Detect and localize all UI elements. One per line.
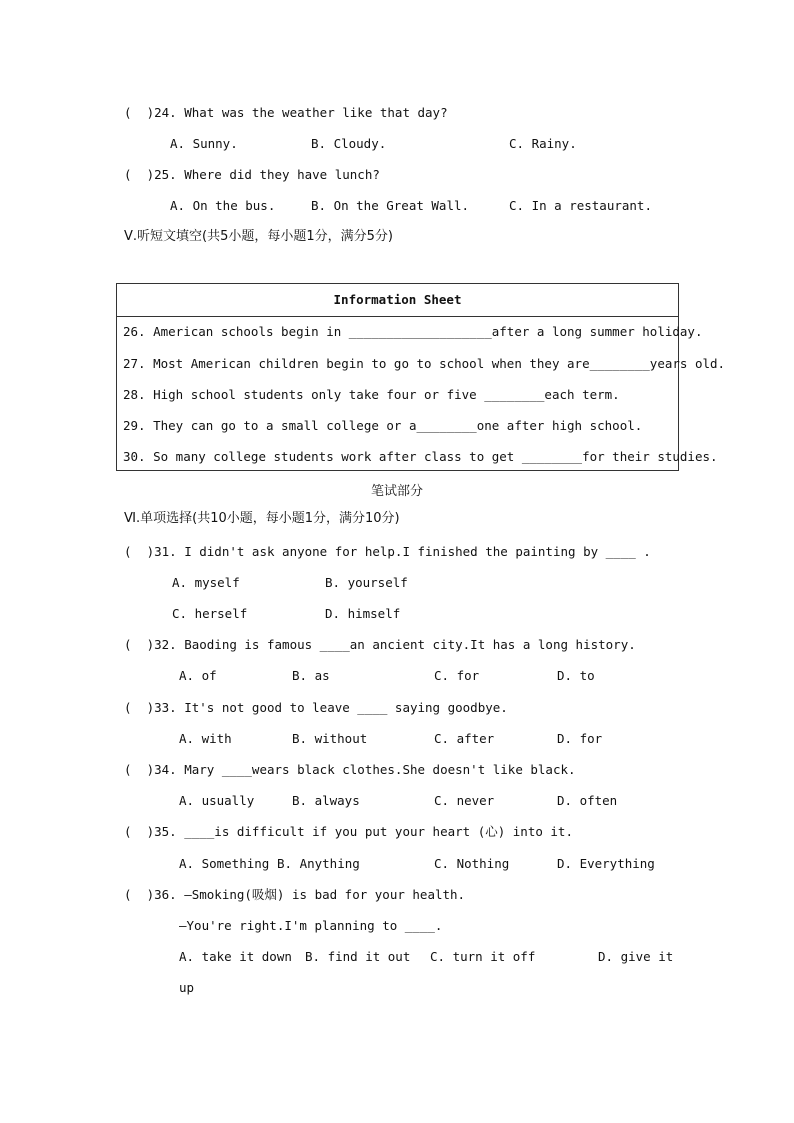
q32-option-d: D. to bbox=[557, 668, 595, 683]
q33-option-a: A. with bbox=[179, 731, 232, 746]
question-34: ( )34. Mary ____wears black clothes.She doesn't like black. bbox=[124, 762, 576, 777]
q32-option-b: B. as bbox=[292, 668, 330, 683]
q31-option-d: D. himself bbox=[325, 606, 401, 621]
q34-option-c: C. never bbox=[434, 793, 495, 808]
q24-option-a: A. Sunny. bbox=[170, 136, 238, 151]
info-line-28: 28. High school students only take four or five ________each term. bbox=[123, 387, 620, 402]
info-line-29: 29. They can go to a small college or a________one after high school. bbox=[123, 418, 643, 433]
q35-option-d: D. Everything bbox=[557, 856, 655, 871]
q32-option-a: A. of bbox=[179, 668, 217, 683]
q32-option-c: C. for bbox=[434, 668, 480, 683]
q31-option-a: A. myself bbox=[172, 575, 240, 590]
q33-option-d: D. for bbox=[557, 731, 603, 746]
information-sheet-title: Information Sheet bbox=[333, 292, 462, 307]
q31-option-b: B. yourself bbox=[325, 575, 408, 590]
question-35: ( )35. ____is difficult if you put your heart (心) into it. bbox=[124, 824, 573, 839]
q34-option-a: A. usually bbox=[179, 793, 255, 808]
q25-option-a: A. On the bus. bbox=[170, 198, 276, 213]
info-line-27: 27. Most American children begin to go to school when they are________years old. bbox=[123, 356, 726, 371]
q34-option-b: B. always bbox=[292, 793, 360, 808]
q25-option-c: C. In a restaurant. bbox=[509, 198, 652, 213]
q24-option-b: B. Cloudy. bbox=[311, 136, 387, 151]
q25-option-b: B. On the Great Wall. bbox=[311, 198, 470, 213]
q24-option-c: C. Rainy. bbox=[509, 136, 577, 151]
section-5-heading: Ⅴ.听短文填空(共5小题，每小题1分，满分5分) bbox=[124, 229, 393, 244]
section-6-heading: Ⅵ.单项选择(共10小题，每小题1分，满分10分) bbox=[124, 511, 400, 526]
question-32: ( )32. Baoding is famous ____an ancient city.It has a long history. bbox=[124, 637, 636, 652]
question-33: ( )33. It's not good to leave ____ saying goodbye. bbox=[124, 700, 508, 715]
q36-option-a: A. take it down bbox=[179, 949, 292, 964]
q36-option-d: D. give it bbox=[598, 949, 674, 964]
question-31: ( )31. I didn't ask anyone for help.I finished the painting by ____ . bbox=[124, 544, 651, 559]
q31-option-c: C. herself bbox=[172, 606, 248, 621]
info-line-30: 30. So many college students work after class to get ________for their studies. bbox=[123, 449, 718, 464]
q36-option-c: C. turn it off bbox=[430, 949, 536, 964]
q36-option-b: B. find it out bbox=[305, 949, 411, 964]
q36-option-d-continued: up bbox=[179, 980, 195, 995]
information-sheet-divider bbox=[117, 316, 678, 317]
question-24: ( )24. What was the weather like that day? bbox=[124, 105, 448, 120]
q33-option-c: C. after bbox=[434, 731, 495, 746]
q33-option-b: B. without bbox=[292, 731, 368, 746]
information-sheet bbox=[116, 283, 726, 471]
question-36: ( )36. —Smoking(吸烟) is bad for your health. bbox=[124, 887, 466, 902]
q35-option-a: A. Something bbox=[179, 856, 270, 871]
q34-option-d: D. often bbox=[557, 793, 618, 808]
q36-dialogue-reply: —You're right.I'm planning to ____. bbox=[179, 918, 443, 933]
q35-option-c: C. Nothing bbox=[434, 856, 510, 871]
written-part-title: 笔试部分 bbox=[370, 484, 423, 499]
question-25: ( )25. Where did they have lunch? bbox=[124, 167, 380, 182]
info-line-26: 26. American schools begin in ___________________after a long summer holiday. bbox=[123, 324, 703, 339]
q35-option-b: B. Anything bbox=[277, 856, 360, 871]
